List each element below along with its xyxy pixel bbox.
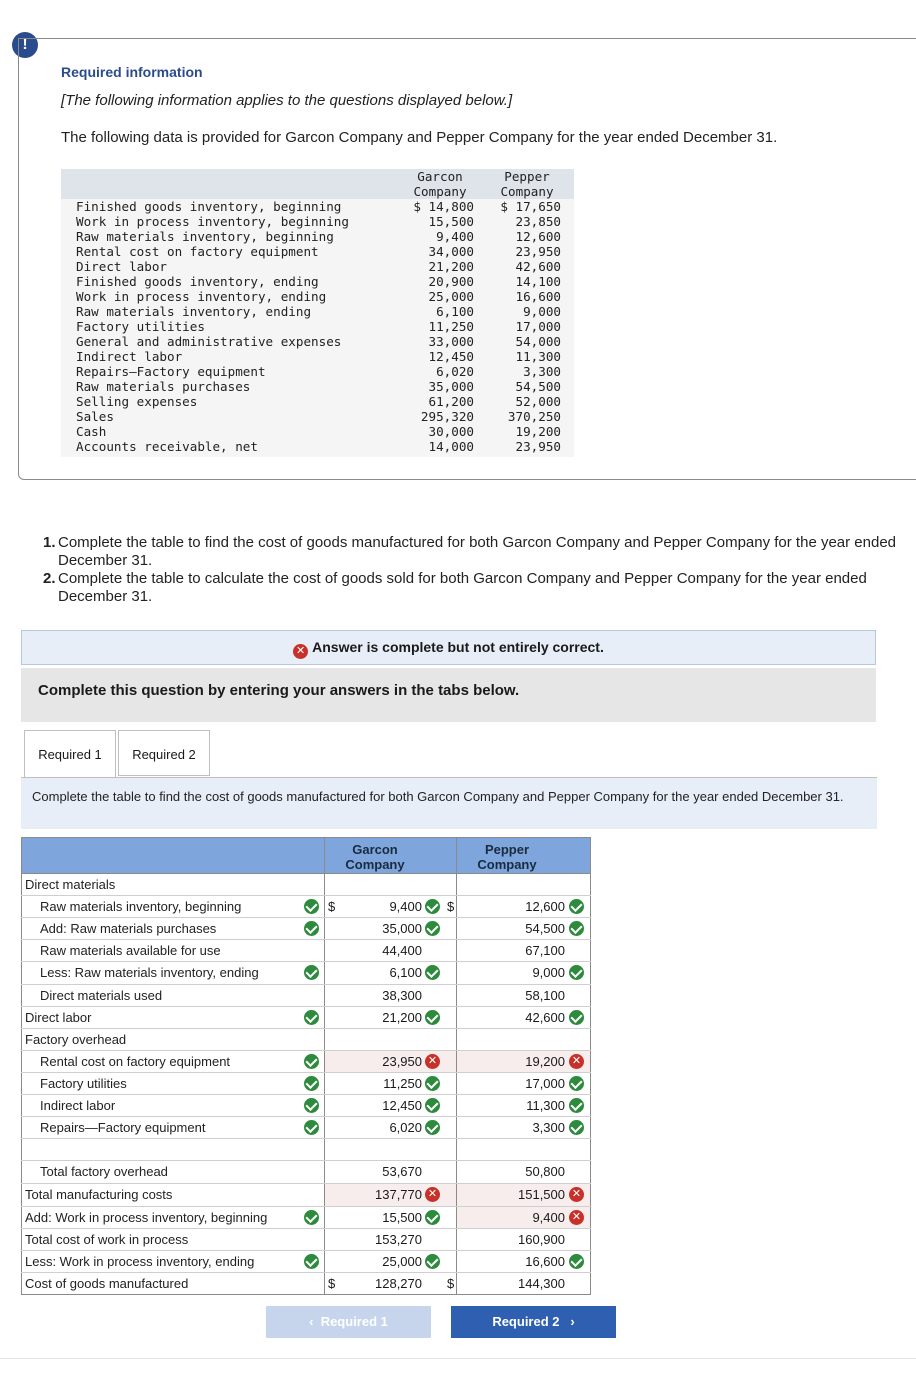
pepper-value-input[interactable] — [457, 1117, 590, 1138]
table-header — [21, 837, 591, 874]
source-row-label: Finished goods inventory, ending — [76, 274, 319, 289]
pepper-value-input[interactable] — [457, 962, 590, 984]
pepper-value: 50,800 — [525, 1164, 565, 1179]
source-row-garcon: 25,000 — [428, 289, 474, 304]
row-label: Repairs—Factory equipment — [40, 1120, 206, 1135]
row-label: Factory utilities — [40, 1076, 127, 1091]
pepper-value-input[interactable] — [457, 1051, 590, 1072]
garcon-value-input — [325, 985, 456, 1006]
source-row-pepper: 23,850 — [515, 214, 561, 229]
check-icon — [569, 1120, 584, 1135]
alert-icon: ! — [12, 32, 38, 58]
source-row-pepper: 19,200 — [515, 424, 561, 439]
pepper-value-input — [457, 1161, 590, 1183]
pepper-value: 9,400 — [532, 1210, 565, 1225]
source-row-garcon: 12,450 — [428, 349, 474, 364]
pepper-value: 3,300 — [532, 1120, 565, 1135]
source-row-label: Cash — [76, 424, 107, 439]
check-icon — [425, 1010, 440, 1025]
table-row — [21, 1161, 591, 1184]
check-icon — [304, 1054, 319, 1069]
table-row — [21, 1251, 591, 1273]
table-row — [21, 1051, 591, 1073]
source-row-garcon: 14,000 — [428, 439, 474, 454]
pepper-value: 12,600 — [525, 899, 565, 914]
source-row-garcon: 61,200 — [428, 394, 474, 409]
check-icon — [304, 1210, 319, 1225]
check-icon — [425, 921, 440, 936]
garcon-value: 21,200 — [382, 1010, 422, 1025]
pepper-value-input[interactable] — [457, 1184, 590, 1206]
source-row-pepper: 12,600 — [515, 229, 561, 244]
result-banner: ✕ Answer is complete but not entirely correct. — [21, 630, 876, 665]
table-row — [21, 1184, 591, 1207]
question-item: 1. Complete the table to find the cost of goods manufactured for both Garcon Company and Pepper Company for the year ended December 31. — [43, 534, 897, 569]
check-icon — [425, 899, 440, 914]
check-icon — [425, 1254, 440, 1269]
table-row — [21, 1229, 591, 1251]
garcon-value: 9,400 — [389, 899, 422, 914]
table-row — [21, 1073, 591, 1095]
row-label: Add: Work in process inventory, beginning — [25, 1210, 268, 1225]
error-icon: ✕ — [293, 644, 308, 659]
row-label: Cost of goods manufactured — [25, 1276, 189, 1291]
pepper-value-input[interactable] — [457, 1251, 590, 1272]
dollar-sign: $ — [447, 1276, 455, 1291]
source-row-garcon: 20,900 — [428, 274, 474, 289]
footer-divider — [0, 1358, 916, 1359]
garcon-value: 128,270 — [375, 1276, 422, 1291]
source-row-label: Selling expenses — [76, 394, 198, 409]
table-row — [21, 962, 591, 985]
row-label: Total manufacturing costs — [25, 1187, 173, 1202]
source-row-pepper: 23,950 — [515, 439, 561, 454]
table-row — [21, 985, 591, 1007]
source-row-garcon: 15,500 — [428, 214, 474, 229]
pepper-value: 9,000 — [532, 965, 565, 980]
source-row-label: Rental cost on factory equipment — [76, 244, 319, 259]
source-row-label: Direct labor — [76, 259, 167, 274]
error-icon: ✕ — [569, 1187, 584, 1202]
garcon-value-input[interactable] — [325, 918, 456, 939]
prev-required-button[interactable]: ‹ Required 1 — [266, 1306, 431, 1338]
row-label: Indirect labor — [40, 1098, 116, 1113]
garcon-value-input[interactable] — [325, 1095, 456, 1116]
pepper-value-input[interactable] — [457, 1007, 590, 1028]
question-list — [43, 534, 916, 606]
source-row-garcon: 34,000 — [428, 244, 474, 259]
chevron-left-icon: ‹ — [309, 1314, 314, 1329]
tab-required-2[interactable]: Required 2 — [118, 730, 210, 776]
table-row — [21, 1139, 591, 1161]
table-row — [21, 1207, 591, 1229]
row-label: Total cost of work in process — [25, 1232, 189, 1247]
pepper-value-input — [457, 985, 590, 1006]
source-row-label: Factory utilities — [76, 319, 205, 334]
check-icon — [425, 1076, 440, 1091]
error-icon: ✕ — [569, 1210, 584, 1225]
source-data-content — [0, 0, 916, 470]
error-icon: ✕ — [425, 1187, 440, 1202]
source-row-pepper: 23,950 — [515, 244, 561, 259]
garcon-value-input[interactable] — [325, 1073, 456, 1094]
check-icon — [304, 965, 319, 980]
table-row — [21, 1029, 591, 1051]
table-row — [21, 1273, 591, 1295]
source-row-pepper: 11,300 — [515, 349, 561, 364]
col-header-garcon: Garcon Company — [345, 842, 405, 872]
source-row-label: Raw materials inventory, ending — [76, 304, 312, 319]
garcon-value: 11,250 — [383, 1076, 422, 1091]
dollar-sign: $ — [328, 1276, 336, 1291]
check-icon — [304, 1076, 319, 1091]
source-row-label: Finished goods inventory, beginning — [76, 199, 342, 214]
check-icon — [304, 1120, 319, 1135]
source-row-pepper: 3,300 — [523, 364, 561, 379]
tab-required-1[interactable]: Required 1 — [24, 730, 116, 778]
check-icon — [425, 1210, 440, 1225]
garcon-value-input[interactable] — [325, 1117, 456, 1138]
row-label: Less: Raw materials inventory, ending — [40, 965, 259, 980]
garcon-value: 15,500 — [382, 1210, 422, 1225]
check-icon — [569, 1010, 584, 1025]
row-label: Total factory overhead — [40, 1164, 168, 1179]
source-row-pepper: 54,500 — [515, 379, 561, 394]
pepper-value: 11,300 — [526, 1098, 565, 1113]
source-row-garcon: 6,100 — [436, 304, 474, 319]
pepper-value-input — [457, 1229, 590, 1250]
pepper-value: 16,600 — [525, 1254, 565, 1269]
source-row-garcon: 30,000 — [428, 424, 474, 439]
row-label: Add: Raw materials purchases — [40, 921, 217, 936]
error-icon: ✕ — [569, 1054, 584, 1069]
pepper-value: 151,500 — [518, 1187, 565, 1202]
source-row-pepper: 14,100 — [515, 274, 561, 289]
pepper-value: 17,000 — [525, 1076, 565, 1091]
check-icon — [569, 965, 584, 980]
check-icon — [425, 1120, 440, 1135]
info-note: [The following information applies to the questions displayed below.] — [61, 92, 513, 109]
intro-text: The following data is provided for Garcon Company and Pepper Company for the year ended December 31. — [61, 129, 778, 146]
garcon-value-input — [325, 1029, 456, 1050]
source-row-garcon: 6,020 — [436, 364, 474, 379]
garcon-value-input[interactable] — [325, 1051, 456, 1072]
source-row-label: Repairs—Factory equipment — [76, 364, 266, 379]
check-icon — [304, 899, 319, 914]
check-icon — [569, 921, 584, 936]
garcon-value-input — [325, 1229, 456, 1250]
garcon-value-input[interactable] — [325, 1184, 456, 1206]
source-row-garcon: 21,200 — [428, 259, 474, 274]
garcon-value: 153,270 — [375, 1232, 422, 1247]
garcon-value: 137,770 — [375, 1187, 422, 1202]
pepper-value: 42,600 — [525, 1010, 565, 1025]
check-icon — [569, 1098, 584, 1113]
garcon-value: 6,020 — [389, 1120, 422, 1135]
pepper-value-input[interactable] — [457, 896, 590, 917]
check-icon — [304, 1254, 319, 1269]
dollar-sign: $ — [328, 899, 336, 914]
pepper-value-input — [457, 874, 590, 895]
table-row — [21, 1007, 591, 1029]
source-row-pepper: 370,250 — [507, 409, 561, 424]
table-bottom-border — [21, 1294, 591, 1295]
source-row-pepper: 16,600 — [515, 289, 561, 304]
source-row-label: Raw materials purchases — [76, 379, 251, 394]
garcon-value-input[interactable] — [325, 1251, 456, 1272]
pepper-value-input — [457, 1029, 590, 1050]
source-row-label: Raw materials inventory, beginning — [76, 229, 334, 244]
garcon-value: 25,000 — [382, 1254, 422, 1269]
row-label: Rental cost on factory equipment — [40, 1054, 231, 1069]
question-item: 2. Complete the table to calculate the cost of goods sold for both Garcon Company and Pepper Company for the year ended December 31. — [43, 570, 867, 605]
table-row — [21, 1117, 591, 1139]
garcon-value-input[interactable] — [325, 962, 456, 984]
dollar-sign: $ — [447, 899, 455, 914]
table-row — [21, 1095, 591, 1117]
row-label: Direct materials used — [40, 988, 163, 1003]
table-row — [21, 940, 591, 962]
pepper-value: 19,200 — [525, 1054, 565, 1069]
source-row-label: Work in process inventory, ending — [76, 289, 327, 304]
check-icon — [304, 921, 319, 936]
row-label: Direct labor — [25, 1010, 92, 1025]
garcon-value: 44,400 — [382, 943, 422, 958]
check-icon — [425, 965, 440, 980]
error-icon: ✕ — [425, 1054, 440, 1069]
pepper-value: 160,900 — [518, 1232, 565, 1247]
source-row-pepper: 54,000 — [515, 334, 561, 349]
pepper-value-input[interactable] — [457, 1073, 590, 1094]
garcon-value: 53,670 — [382, 1164, 422, 1179]
table-row — [21, 896, 591, 918]
garcon-value: 23,950 — [382, 1054, 422, 1069]
pepper-value: 67,100 — [525, 943, 565, 958]
source-row-garcon: 35,000 — [428, 379, 474, 394]
check-icon — [569, 1254, 584, 1269]
garcon-value-input — [325, 1139, 456, 1160]
source-col-garcon: Garcon Company — [413, 169, 467, 199]
source-row-garcon: 11,250 — [428, 319, 474, 334]
source-row-label: General and administrative expenses — [76, 334, 342, 349]
instructions-text: Complete this question by entering your answers in the tabs below. — [38, 682, 520, 699]
source-row-garcon: 33,000 — [428, 334, 474, 349]
garcon-value: 12,450 — [382, 1098, 422, 1113]
row-label: Factory overhead — [25, 1032, 127, 1047]
next-required-button[interactable]: Required 2 › — [451, 1306, 616, 1338]
table-row — [21, 918, 591, 940]
garcon-value: 35,000 — [382, 921, 422, 936]
pepper-value: 54,500 — [525, 921, 565, 936]
source-row-garcon: 9,400 — [436, 229, 474, 244]
pepper-value-input — [457, 1273, 590, 1294]
required-info-title: Required information — [61, 64, 203, 80]
check-icon — [569, 899, 584, 914]
pepper-value-input[interactable] — [457, 1207, 590, 1228]
source-col-pepper: Pepper Company — [500, 169, 554, 199]
source-row-pepper: 42,600 — [515, 259, 561, 274]
pepper-value-input[interactable] — [457, 1095, 590, 1116]
pepper-value-input[interactable] — [457, 918, 590, 939]
source-row-pepper: $ 17,650 — [500, 199, 561, 214]
source-row-garcon: 295,320 — [420, 409, 474, 424]
check-icon — [304, 1098, 319, 1113]
source-row-label: Sales — [76, 409, 114, 424]
col-header-pepper: Pepper Company — [477, 842, 537, 872]
garcon-value-input — [325, 1273, 456, 1294]
garcon-value: 6,100 — [389, 965, 422, 980]
table-row — [21, 874, 591, 896]
row-label: Less: Work in process inventory, ending — [25, 1254, 255, 1269]
check-icon — [425, 1098, 440, 1113]
row-label: Raw materials inventory, beginning — [40, 899, 242, 914]
source-row-pepper: 52,000 — [515, 394, 561, 409]
row-label: Direct materials — [25, 877, 116, 892]
tab-description: Complete the table to find the cost of goods manufactured for both Garcon Company and Pepper Company for the year ended December 31. — [32, 789, 844, 804]
row-label: Raw materials available for use — [40, 943, 221, 958]
check-icon — [304, 1010, 319, 1025]
source-row-garcon: $ 14,800 — [413, 199, 474, 214]
source-row-pepper: 17,000 — [515, 319, 561, 334]
garcon-value-input — [325, 1161, 456, 1183]
source-row-pepper: 9,000 — [523, 304, 561, 319]
pepper-value: 144,300 — [518, 1276, 565, 1291]
check-icon — [569, 1076, 584, 1091]
pepper-value: 58,100 — [525, 988, 565, 1003]
garcon-value: 38,300 — [382, 988, 422, 1003]
garcon-value-input — [325, 874, 456, 895]
source-row-label: Indirect labor — [76, 349, 183, 364]
garcon-value-input[interactable] — [325, 1207, 456, 1228]
chevron-right-icon: › — [570, 1314, 575, 1329]
garcon-value-input[interactable] — [325, 896, 456, 917]
garcon-value-input[interactable] — [325, 1007, 456, 1028]
garcon-value-input — [325, 940, 456, 961]
pepper-value-input — [457, 1139, 590, 1160]
source-row-label: Accounts receivable, net — [76, 439, 258, 454]
source-row-label: Work in process inventory, beginning — [76, 214, 349, 229]
pepper-value-input — [457, 940, 590, 961]
